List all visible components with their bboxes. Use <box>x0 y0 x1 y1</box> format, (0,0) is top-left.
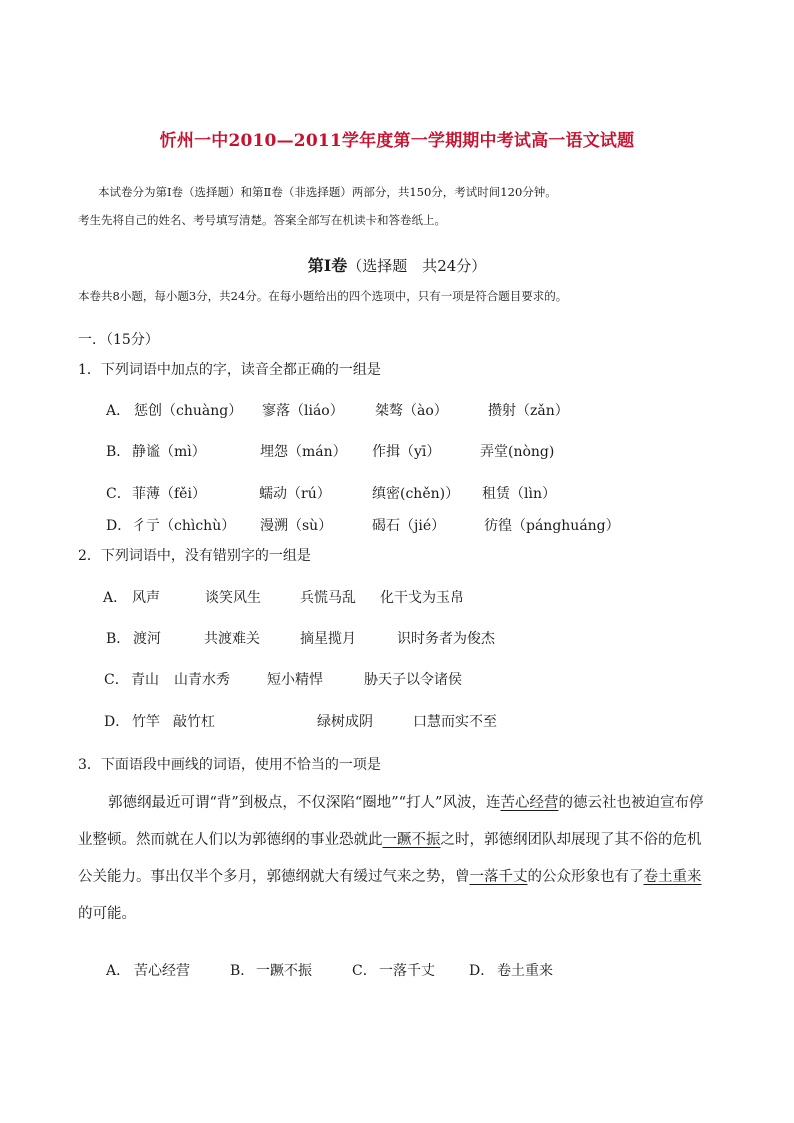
option-item: 短小精悍 <box>267 672 323 688</box>
passage-text: 的公众形象也有了 <box>527 869 644 885</box>
option-item: 寥落（liáo） <box>262 403 344 419</box>
option-item: 摘星揽月 <box>300 631 356 647</box>
underlined-phrase: 一蹶不振 <box>382 832 441 848</box>
option-label: D． <box>469 963 495 979</box>
option-item: 攒射（zǎn） <box>488 403 569 419</box>
option-item: 竹竿 <box>132 714 160 730</box>
option-item: 化干戈为玉帛 <box>380 590 464 606</box>
part-1-heading: 一．（15分） <box>78 332 159 348</box>
option-item: 租赁（lìn） <box>482 486 556 502</box>
option-item: 埋怨（mán） <box>260 444 347 460</box>
option-item: 识时务者为俊杰 <box>397 631 495 647</box>
option-item: 作揖（yī） <box>372 444 441 460</box>
option-item: 彳亍（chìchù） <box>132 518 236 534</box>
option-item: 静谧（mì） <box>132 444 206 460</box>
option-label: A． <box>106 403 131 419</box>
section-1-instruction: 本卷共8小题，每小题3分，共24分。在每小题给出的四个选项中，只有一项是符合题目要求的。 <box>78 289 568 303</box>
option-item: 胁天子以令诸侯 <box>364 672 462 688</box>
option-item: 卷土重来 <box>497 963 553 979</box>
option-item: 蠕动（rú） <box>259 486 331 502</box>
option-item: 兵慌马乱 <box>300 590 356 606</box>
option-item: 碣石（jié） <box>372 518 446 534</box>
option-item: 口慧而实不至 <box>413 714 497 730</box>
option-label: D． <box>106 518 132 534</box>
option-item: 菲薄（fěi） <box>132 486 206 502</box>
option-item: 绿树成阴 <box>317 714 373 730</box>
option-label: C． <box>104 672 129 688</box>
option-label: B． <box>106 444 131 460</box>
option-label: C． <box>106 486 131 502</box>
underlined-phrase: 一落千丈 <box>469 869 528 885</box>
intro-line-1: 本试卷分为第Ⅰ卷（选择题）和第Ⅱ卷（非选择题）两部分，共150分，考试时间120分钟。 <box>98 185 557 199</box>
passage-text: 的德云社也被迫宣布停业整顿。然而就在人们以为郭德纲的事业恐就此 <box>78 795 704 848</box>
option-label: A． <box>103 590 128 606</box>
option-item: 惩创（chuàng） <box>134 403 243 419</box>
option-item: 缜密(chěn)） <box>372 486 460 502</box>
option-item: 漫溯（sù） <box>260 518 333 534</box>
option-item: 一蹶不振 <box>256 963 312 979</box>
option-item: 彷徨（pánghuáng） <box>484 518 620 534</box>
underlined-phrase: 卷土重来 <box>643 869 702 885</box>
option-item: 青山 <box>131 672 159 688</box>
option-item: 谈笑风生 <box>205 590 261 606</box>
option-item: 山青水秀 <box>174 672 230 688</box>
section-1-title-sub: （选择题 共24分） <box>347 257 487 275</box>
question-3-stem: 3．下面语段中画线的词语，使用不恰当的一项是 <box>78 757 381 773</box>
option-item: 渡河 <box>133 631 161 647</box>
option-label: B． <box>230 963 255 979</box>
option-item: 弄堂(nòng) <box>480 444 555 460</box>
section-1-title-main: 第Ⅰ卷 <box>307 256 348 275</box>
option-item: 敲竹杠 <box>173 714 215 730</box>
question-1-stem: 1．下列词语中加点的字，读音全都正确的一组是 <box>78 362 381 378</box>
option-item: 风声 <box>132 590 160 606</box>
option-item: 苦心经营 <box>134 963 190 979</box>
option-item: 共渡难关 <box>204 631 260 647</box>
passage-text: 郭德纲最近可谓“背”到极点，不仅深陷“圈地”“打人”风波，连 <box>108 795 501 811</box>
option-label: C． <box>352 963 377 979</box>
passage-text: 的可能。 <box>78 906 136 922</box>
passage-text: 之时，郭德纲团队却展现了其不俗的危机公关能力。事出仅半个多月，郭德纲就大有缓过气来之势，曾 <box>78 832 702 885</box>
intro-line-2: 考生先将自己的姓名、考号填写清楚。答案全部写在机读卡和答卷纸上。 <box>78 213 446 227</box>
question-2-stem: 2．下列词语中，没有错别字的一组是 <box>78 548 311 564</box>
underlined-phrase: 苦心经营 <box>500 795 559 811</box>
question-3-passage <box>78 785 714 933</box>
exam-title: 忻州一中2010—2011学年度第一学期期中考试高一语文试题 <box>159 131 635 151</box>
section-1-title <box>0 253 794 276</box>
option-label: B． <box>106 631 131 647</box>
option-item: 桀骜（ào） <box>375 403 448 419</box>
option-label: D． <box>104 714 130 730</box>
option-item: 一落千丈 <box>379 963 435 979</box>
option-label: A． <box>106 963 131 979</box>
